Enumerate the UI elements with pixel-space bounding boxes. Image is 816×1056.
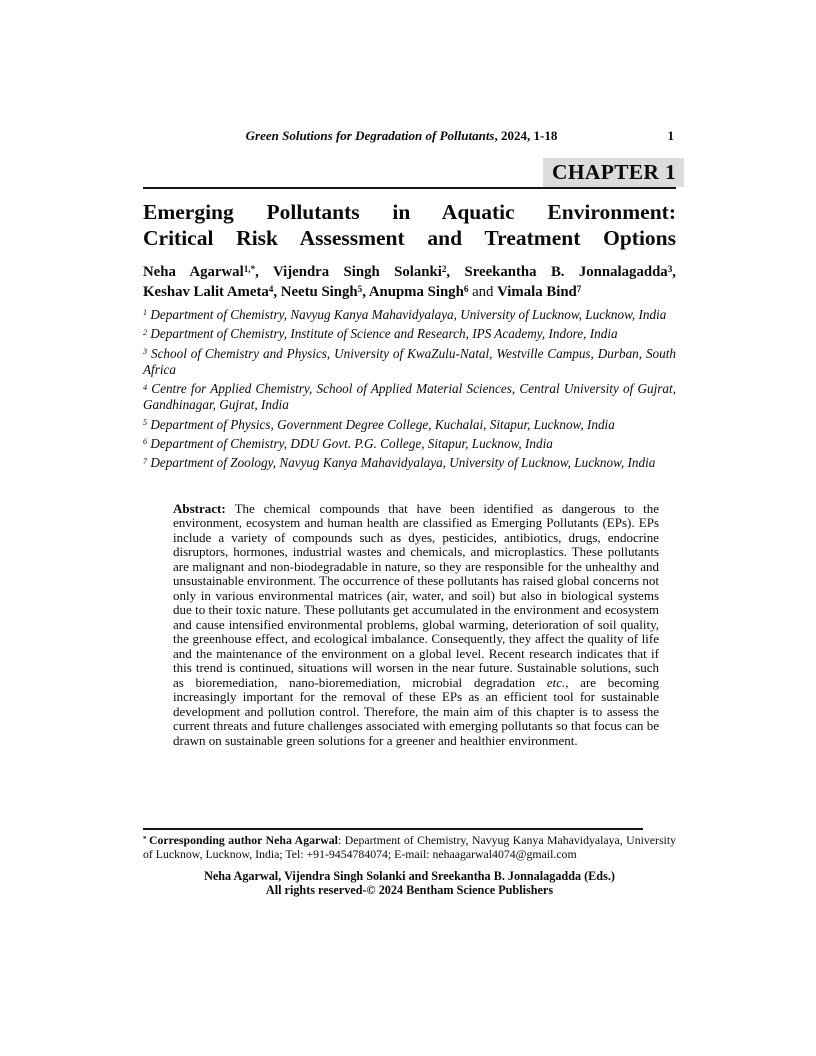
affiliation-4: $^4$ Centre for Applied Chemistry, School of Applied Material Sciences, Central University of Gujrat, Gandhinagar, Gujrat, India	[143, 381, 676, 413]
abstract-paragraph: Abstract: The chemical compounds that have been identified as dangerous to the environment, ecosystem and human health are classified as Emerging Pollutants (EPs). EPs include a variety of compounds such as dyes, pesticides, antibiotics, drugs, endocrine disruptors, hormones, industrial wastes and chemicals, and microplastics. These pollutants are malignant and non-biodegradable in nature, so they are responsible for the unhealthy and unsustainable environment. The occurrence of these pollutants has raised global concerns not only in various environmental matrices (air, water, and soil) but also in biological systems due to their toxic nature. These pollutants get accumulated in the environment and ecosystem and cause intensified environmental problems, global warming, deterioration of soil quality, the greenhouse effect, and ecological imbalance. Consequently, they affect the quality of life and the maintenance of the environment on a global level. Recent research indicates that if this trend is continued, situations will worsen in the near future. Sustainable solutions, such as bioremediation, nano-bioremediation, microbial degradation etc., are becoming increasingly important for the removal of these EPs as an efficient tool for sustainable development and pollution control. Therefore, the main aim of this chapter is to assess the current threats and future challenges associated with emerging pollutants so that focus can be drawn on sustainable green solutions for a greener and healthier environment.	[173, 500, 659, 748]
corresponding-author-footnote: * Corresponding author Neha Agarwal: Department of Chemistry, Navyug Kanya Mahavidyalaya, University of Lucknow, Lucknow, India; Tel: +91-9454784074; E-mail: nehaagarwal4074@gmail.com	[143, 833, 676, 861]
chapter-heading-row	[143, 158, 676, 189]
authors-block	[143, 262, 676, 302]
imprint-block	[143, 869, 676, 897]
authors-line-2: Keshav Lalit Ameta$^4$, Neetu Singh$^5$, Anupma Singh$^6$ and Vimala Bind$^7$	[143, 283, 582, 300]
chapter-title-line-2: Critical Risk Assessment and Treatment Options	[143, 226, 676, 250]
affiliation-7: $^7$ Department of Zoology, Navyug Kanya Mahavidyalaya, University of Lucknow, Lucknow, India	[143, 455, 656, 471]
chapter-title	[143, 199, 676, 251]
running-header	[143, 127, 676, 145]
affiliation-5: $^5$ Department of Physics, Government Degree College, Kuchalai, Sitapur, Lucknow, India	[143, 416, 615, 432]
page-number: 1	[667, 128, 674, 143]
copyright-line: All rights reserved-© 2024 Bentham Science Publishers	[265, 883, 554, 897]
affiliation-6: $^6$ Department of Chemistry, DDU Govt. P.G. College, Sitapur, Lucknow, India	[143, 436, 553, 452]
running-title: Green Solutions for Degradation of Pollutants, 2024, 1-18	[245, 128, 558, 143]
affiliation-1: $^1$ Department of Chemistry, Navyug Kanya Mahavidyalaya, University of Lucknow, Lucknow, India	[143, 307, 667, 322]
affiliation-2: $^2$ Department of Chemistry, Institute of Science and Research, IPS Academy, Indore, India	[143, 326, 618, 342]
chapter-badge: CHAPTER 1	[543, 158, 684, 187]
affiliation-3: $^3$ School of Chemistry and Physics, University of KwaZulu-Natal, Westville Campus, Durban, South Africa	[143, 345, 676, 377]
chapter-title-line-1: Emerging Pollutants in Aquatic Environment:	[143, 200, 676, 224]
page-footer	[143, 828, 676, 897]
editors-line: Neha Agarwal, Vijendra Singh Solanki and Sreekantha B. Jonnalagadda (Eds.)	[204, 869, 615, 883]
footnote-rule	[143, 828, 643, 830]
affiliations-block	[143, 307, 676, 472]
authors-line-1: Neha Agarwal$^{1,*}$, Vijendra Singh Solanki$^2$, Sreekantha B. Jonnalagadda$^3$,	[143, 263, 676, 280]
